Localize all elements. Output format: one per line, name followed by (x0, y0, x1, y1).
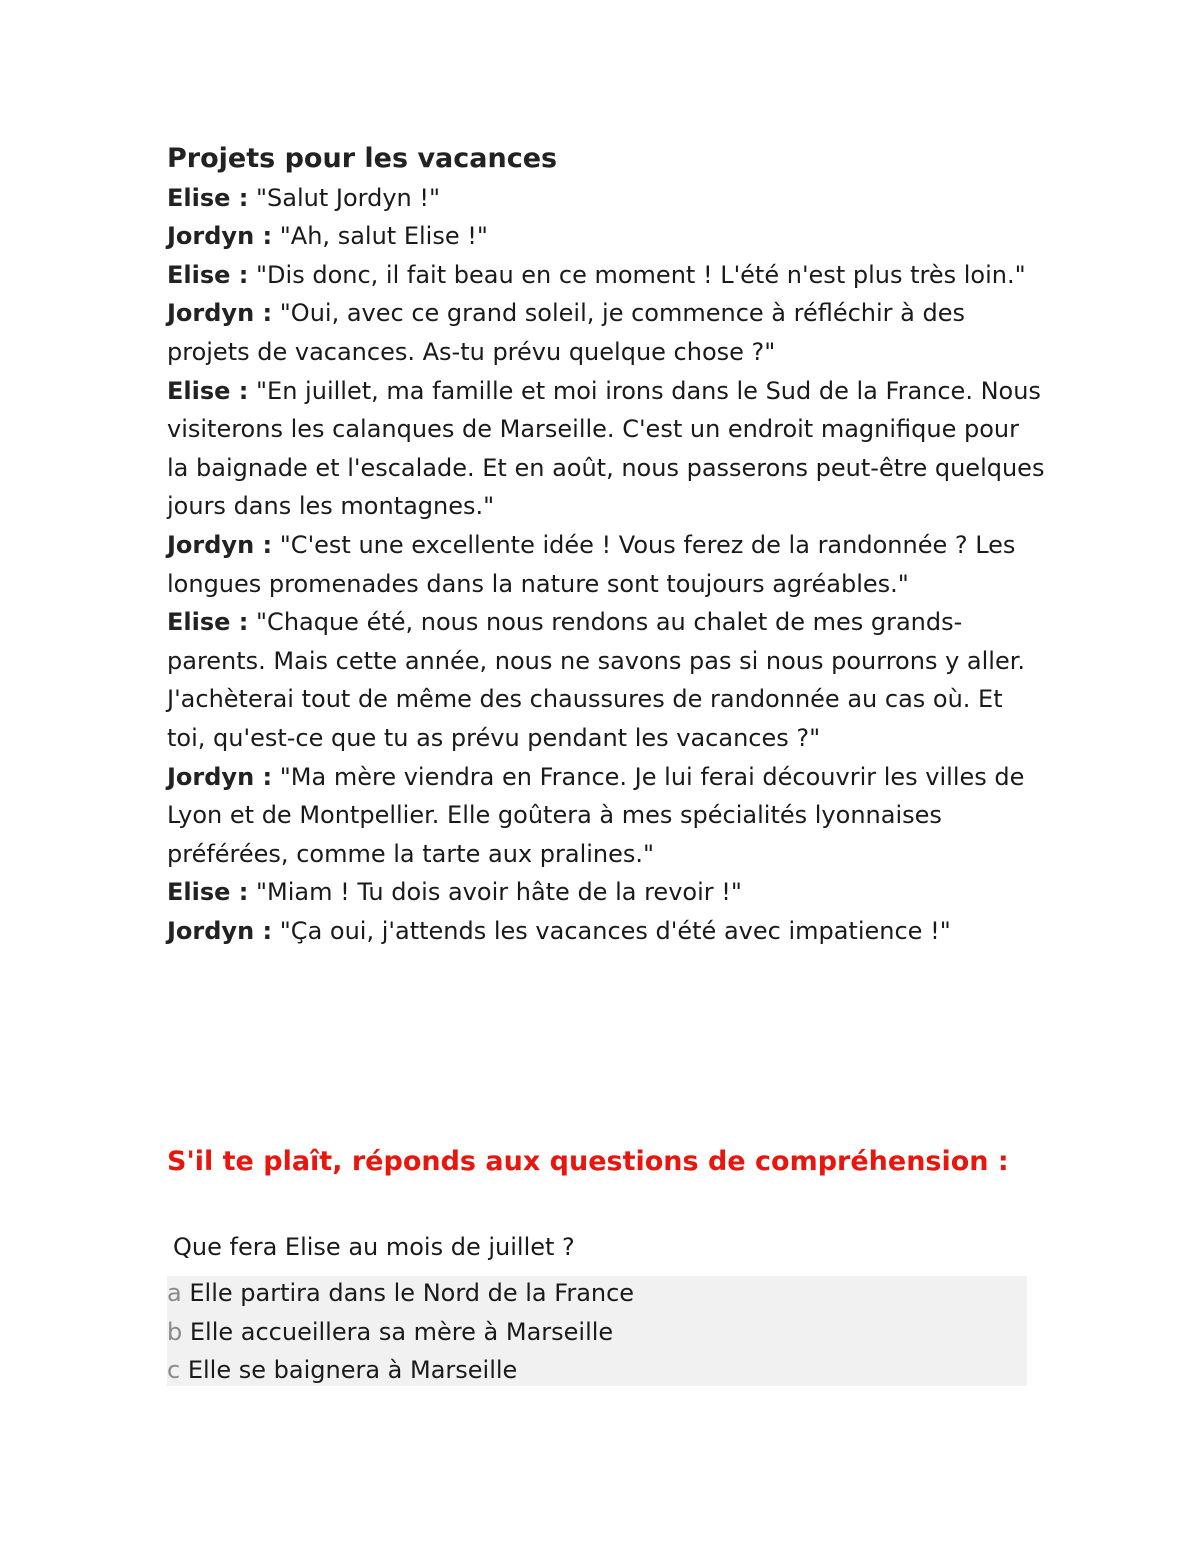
speaker-name: Elise : (167, 260, 249, 289)
dialogue-text: "Chaque été, nous nous rendons au chalet de mes grands-parents. Mais cette année, nous ne savons pas si nous pourrons y aller. J'achèterai tout de même des chaussures de randonnée au cas où. Et toi, qu'est-ce que tu as prévu pendant les vacances ?" (167, 608, 1026, 752)
dialogue (167, 179, 1047, 951)
speaker-name: Elise : (167, 608, 249, 637)
questions-heading: S'il te plaît, réponds aux questions de compréhension : (167, 1146, 1009, 1177)
dialogue-line (167, 603, 1047, 757)
speaker-name: Jordyn : (167, 916, 273, 945)
dialogue-line (167, 256, 1047, 295)
answer-option-c[interactable] (167, 1351, 1027, 1390)
document-title: Projets pour les vacances (167, 143, 558, 174)
dialogue-text: "Miam ! Tu dois avoir hâte de la revoir !" (256, 878, 742, 907)
dialogue-line (167, 294, 1047, 371)
speaker-name: Jordyn : (167, 762, 273, 791)
speaker-name: Elise : (167, 183, 249, 212)
dialogue-line (167, 912, 1047, 951)
dialogue-text: "C'est une excellente idée ! Vous ferez de la randonnée ? Les longues promenades dans la nature sont toujours agréables." (167, 530, 1016, 598)
dialogue-text: "Salut Jordyn !" (256, 183, 441, 212)
dialogue-text: "Ça oui, j'attends les vacances d'été avec impatience !" (279, 916, 951, 945)
dialogue-line (167, 179, 1047, 218)
option-letter: b (167, 1317, 183, 1346)
option-letter: a (167, 1279, 182, 1307)
dialogue-text: "Ma mère viendra en France. Je lui ferai découvrir les villes de Lyon et de Montpellier. Elle goûtera à mes spécialités lyonnaises préférées, comme la tarte aux pralines." (167, 762, 1025, 868)
document-body (167, 140, 1047, 950)
speaker-name: Elise : (167, 878, 249, 907)
dialogue-line (167, 873, 1047, 912)
dialogue-line (167, 526, 1047, 603)
question-text: Que fera Elise au mois de juillet ? (173, 1233, 575, 1261)
option-letter: c (167, 1356, 181, 1384)
option-text: Elle accueillera sa mère à Marseille (189, 1317, 614, 1346)
dialogue-line (167, 758, 1047, 874)
speaker-name: Jordyn : (167, 222, 273, 251)
dialogue-text: "Dis donc, il fait beau en ce moment ! L'été n'est plus très loin." (256, 260, 1026, 289)
speaker-name: Elise : (167, 376, 249, 405)
dialogue-line (167, 372, 1047, 526)
dialogue-text: "En juillet, ma famille et moi irons dans le Sud de la France. Nous visiterons les calanques de Marseille. C'est un endroit magnifique pour la baignade et l'escalade. Et en août, nous passerons peut-être quelques jours dans les montagnes." (167, 376, 1045, 521)
dialogue-text: "Ah, salut Elise !" (279, 222, 488, 251)
speaker-name: Jordyn : (167, 530, 273, 559)
speaker-name: Jordyn : (167, 299, 273, 328)
option-text: Elle partira dans le Nord de la France (189, 1279, 635, 1307)
dialogue-text: "Oui, avec ce grand soleil, je commence à réfléchir à des projets de vacances. As-tu prévu quelque chose ?" (167, 299, 966, 366)
answer-options (167, 1276, 1027, 1386)
dialogue-line (167, 217, 1047, 256)
answer-option-b[interactable] (167, 1313, 1027, 1352)
option-text: Elle se baignera à Marseille (187, 1356, 518, 1384)
answer-option-a[interactable] (167, 1274, 1027, 1313)
